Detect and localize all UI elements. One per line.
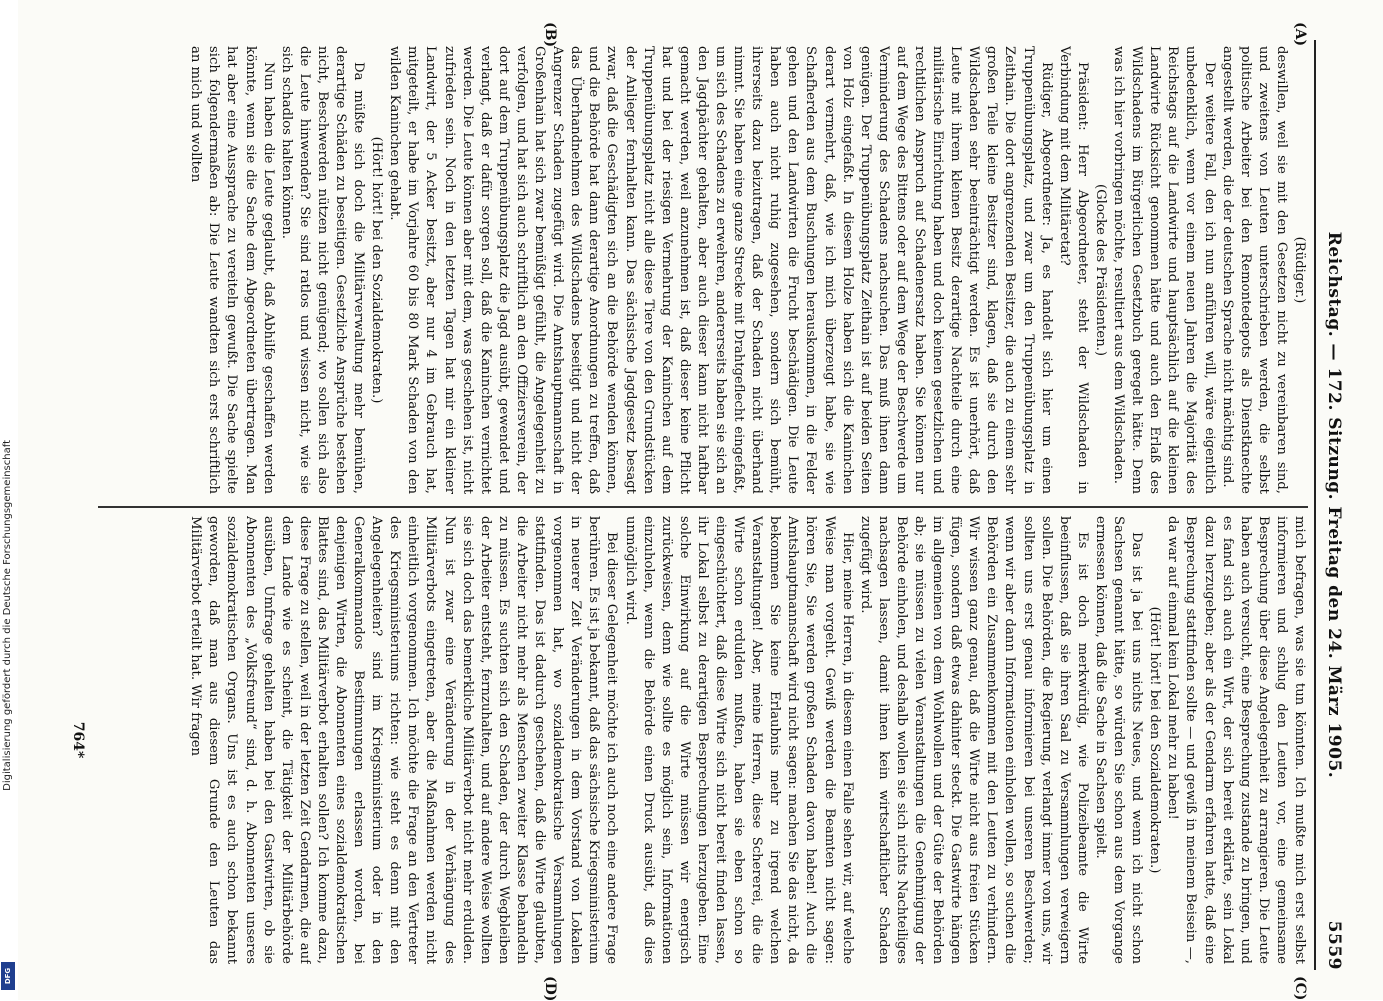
dfg-logo-text: DFG — [4, 967, 12, 985]
dfg-logo — [1, 962, 15, 990]
margin-marker-d: (D) — [542, 976, 558, 1001]
paragraph: mich befragen, was sie tun könnten. Ich mußte mich erst selbst informieren und schlug den Leuten vor, eine gemeinsame Besprechung über diese Angelegenheit zu arrangieren. Die Leute haben auch versucht, eine Besprechung zustande zu bringen, und es fand sich auch ein Wirt, der sich bereit erklärte, sein Lokal dazu herzugeben; aber als der Gendarm erfahren hatte, daß eine Besprechung stattfinden sollte — und gewiß in meinem Beisein —, da war auf einmal kein Lokal mehr zu haben! — [1165, 516, 1307, 964]
page-header — [1320, 40, 1348, 970]
margin-marker-a: (A) — [1292, 22, 1308, 47]
paragraph: Rüdiger, Abgeordneter: Ja, es handelt sich hier um einen Truppenübungsplatz, und zwar um den Truppenübungsplatz in Zeithain. Die dort angrenzenden Besitzer, die auch zu einem sehr großen Teile kleine Besitzer sind, klagen, daß sie durch den Wildschaden sehr beeinträchtigt werden. Es ist unerhört, daß Leute mit ihrem kleinen Besitz derartige Nachteile durch eine militärische Einrichtung haben und doch keinen gesetzlichen und rechtlichen Anspruch auf Schadenersatz haben. Sie können nur auf dem Wege des Bittens oder auf dem Wege der Beschwerde um Verminderung des Schadens nachsuchen. Das muß ihnen dann genügen. Der Truppenübungsplatz Zeithain ist auf beiden Seiten von Holz eingefaßt. In diesem Holze haben sich die Kaninchen derart vermehrt, daß, wie ich mich überzeugt habe, sie wie Schafherden aus dem Buschungen herauskommen, in die Felder gehen und den Landwirten die Frucht beschädigen. Die Leute haben auch nicht ruhig zugesehen, sondern sich bemüht, ihrerseits dazu beizutragen, daß der Schaden nicht überhand nimmt. Sie haben eine ganze Strecke mit Drahtgeflecht eingefaßt, um sich des Schadens zu erwehren, andererseits haben sie sich an den Jagdpächter gehalten, aber auch dieser kann nicht haftbar gemacht werden, weil anzunehmen ist, daß dieser keine Pflicht hat und bei der riesigen Vermehrung der Kaninchen auf dem Truppenübungsplatz nicht alle diese Tiere von den Grundstücken der Anlieger fernhalten kann. Das sächsische Jagdgesetz besagt zwar, daß die Geschädigten sich an die Behörde wenden können, und die Behörde hat dann derartige Anordnungen zu treffen, daß das Überhandnehmen des Wildschadens beseitigt und nicht der Angrenzer Schaden zugefügt wird. Die Amtshauptmannschaft in Großenhain hat sich zwar bemüßigt gefühlt, die Angelegenheit zu verfolgen, und hat sich auch schriftlich an den Offiziersverein, der dort auf dem Truppenübungsplatz die Jagd ausübt, gewendet und verlangt, daß er dafür sorgen soll, daß die Kaninchen vernichtet werden. Die Leute können aber mit dem, was geschehen ist, nicht zufrieden sein. Noch in den letzten Tagen hat mir ein kleiner Landwirt, der 5 Acker besitzt, aber nur 4 im Gebrauch hat, mitgeteilt, er habe im Vorjahre 60 bis 80 Mark Schaden von den wilden Kaninchen gehabt. — [387, 46, 1054, 494]
header-rule — [1314, 40, 1316, 970]
page-area — [70, 22, 1348, 1001]
paragraph: (Hört! hört! bei den Sozialdemokraten.) — [1147, 606, 1163, 874]
page-footer-number: 764* — [70, 721, 86, 759]
header-title: Reichstag. — 172. Sitzung. Freitag den 24. März 1905. — [1324, 231, 1344, 779]
digitization-credit: Digitalisierung gefördert durch die Deutsche Forschungsgemeinschaft — [2, 440, 13, 791]
page-number: 5559 — [1324, 920, 1344, 970]
margin-marker-c: (C) — [1292, 976, 1308, 1001]
paragraph: (Hört! hört! bei den Sozialdemokraten.) — [369, 136, 385, 404]
left-text-column — [98, 46, 1308, 494]
paragraph: Hier, meine Herren, in diesem einen Falle sehen wir, auf welche Weise man vorgeht. Gewiß werden die Beamten nicht sagen: hören Sie, Sie werden großen Schaden davon haben! Auch die Amtshauptmannschaft wird nicht sagen: machen Sie das nicht, da bekommen Sie keine Erlaubnis mehr zu irgend welchen Veranstaltungen! Aber, meine Herren, diese Schererei, die die Wirte schon erdulden mußten, haben sie eben schon so eingeschüchtert, daß diese Wirte sich nicht bereit finden lassen, ihr Lokal selbst zu derartigen Besprechungen herzugeben. Eine solche Einwirkung auf die Wirte müssen wir energisch zurückweisen, denn wie sollte es möglich sein, Informationen einzuholen, wenn die Behörde einen Druck ausübt, daß dies unmöglich wird. — [622, 516, 855, 964]
paragraph: (Rüdiger.) — [1292, 236, 1307, 304]
right-text-column — [98, 516, 1308, 964]
paragraph: Bei dieser Gelegenheit möchte ich auch noch eine andere Frage berühren. Es ist ja bekannt, daß das sächsische Kriegsministerium in neuerer Zeit Veränderungen in dem Vorstand von Lokalen vorgenommen hat, wo sozialdemokratische Versammlungen stattfinden. Das ist dadurch geschehen, daß die Wirte glaubten, die Arbeiter nicht mehr als Menschen zweiter Klasse behandeln zu müssen. Es suchten sich den Schaden, der durch Wegbleiben der Arbeiter entsteht, fernzuhalten, und auf andere Weise wollten sie sich doch das bemerkliche Militärverbot nicht mehr erdulden. Nun ist zwar eine Veränderung in der Verhängung des Militärverbots eingetreten, aber die Maßnahmen werden nicht einheitlich vorgenommen. Ich möchte die Frage an den Vertreter des Kriegsministeriums richten: wie steht es denn mit den Angelegenheiten? sind im Kriegsministerium oder in den Generalkommandos Bestimmungen erlassen worden, bei denjenigen Wirten, die Abonnenten eines sozialdemokratischen Blattes sind, das Militärverbot erhalten sollen? Ich komme dazu, diese Frage zu stellen, weil in der letzten Zeit Gendarmen, die auf dem Lande wie es scheint, die Tätigkeit der Militärbehörde ausüben, Umfrage gehalten haben bei den Gastwirten, ob sie Abonnenten des „Volksfreund“ sind, d. h. Abonnenten unseres sozialdemokratischen Organs. Uns ist es auch schon bekannt geworden, daß man aus diesem Grunde den Leuten das Militärverbot erteilt hat. Wir fragen — [188, 516, 620, 964]
paragraph: deswillen, weil sie mit den Gesetzen nicht zu vereinbaren sind, und zweitens von Leuten unterschrieben werden, die selbst politische Arbeiter bei den Remontedepots als Dienstknechte angestellt werden, die der deutschen Sprache nicht mächtig sind. — [1219, 46, 1289, 494]
rotated-page-content — [70, 22, 1348, 1001]
paragraph: Präsident: Herr Abgeordneter, steht der Wildschaden in Verbindung mit dem Militäretat? — [1056, 46, 1090, 494]
paragraph: Der weitere Fall, den ich nun anführen will, wäre eigentlich unbedenklich, wenn vor einem neuen Jahren die Majorität des Reichstags auf die Landwirte und hauptsächlich auf die kleinen Landwirte Rücksicht genommen hätte und auch den Erlaß des Wildschadens im Bürgerlichen Gesetzbuch geregelt hätte. Denn was ich hier vorbringen möchte, resultiert aus dem Wildschaden. — [1111, 46, 1217, 494]
paragraph: Das ist ja bei uns nichts Neues, und wenn ich nicht schon Sachsen genannt hätte, so würden Sie schon aus dem Vorgange ermessen können, daß die Sache in Sachsen spielt. — [1092, 516, 1145, 964]
paragraph: Es ist doch merkwürdig, wie Polizeibeamte die Wirte beeinflussen, daß sie ihren Saal zu Versammlungen verweigern sollen. Die Behörden, die Regierung, verlangt immer von uns, wir sollten uns erst genau informieren bei unseren Beschwerden; wenn wir aber dann Informationen einholen wollen, so suchen die Behörden ein Zusammenkommen mit den Leuten zu verhindern. Wir wissen ganz genau, daß die Wirte nicht aus freien Stücken fügen, sondern daß etwas dahinter steckt. Die Gastwirte hängen im allgemeinen von dem Wohlwollen und der Güte der Behörden ab; sie müssen zu vielen Veranstaltungen die Genehmigung der Behörde einholen, und deshalb wollen sie sich nichts Nachteiliges nachsagen lassen, damit ihnen kein wirtschaftlicher Schaden zugefügt wird. — [857, 516, 1090, 964]
paragraph: Nun haben die Leute geglaubt, daß Abhilfe geschaffen werden könnte, wenn sie die Sache dem Abgeordneten übertragen. Man hat aber eine Aussprache zu vereiteln gewußt. Die Sache spielte sich folgendermaßen ab: Die Leute wandten sich erst schriftlich an mich und wollten — [188, 46, 276, 494]
paragraph: (Glocke des Präsidenten.) — [1092, 183, 1108, 357]
column-divider — [98, 506, 1308, 508]
digitization-sidebar — [0, 0, 18, 1000]
margin-marker-b: (B) — [542, 22, 558, 48]
paragraph: Da müßte sich doch die Militärverwaltung mehr bemühen, derartige Schäden zu beseitigen. Gesetzliche Ansprüche bestehen nicht, Beschwerden nützen nicht genügend; wo sollen sich also die Leute hinwenden? Sie sind ratlos und wissen nicht, wie sie sich schadlos halten können. — [278, 46, 367, 494]
